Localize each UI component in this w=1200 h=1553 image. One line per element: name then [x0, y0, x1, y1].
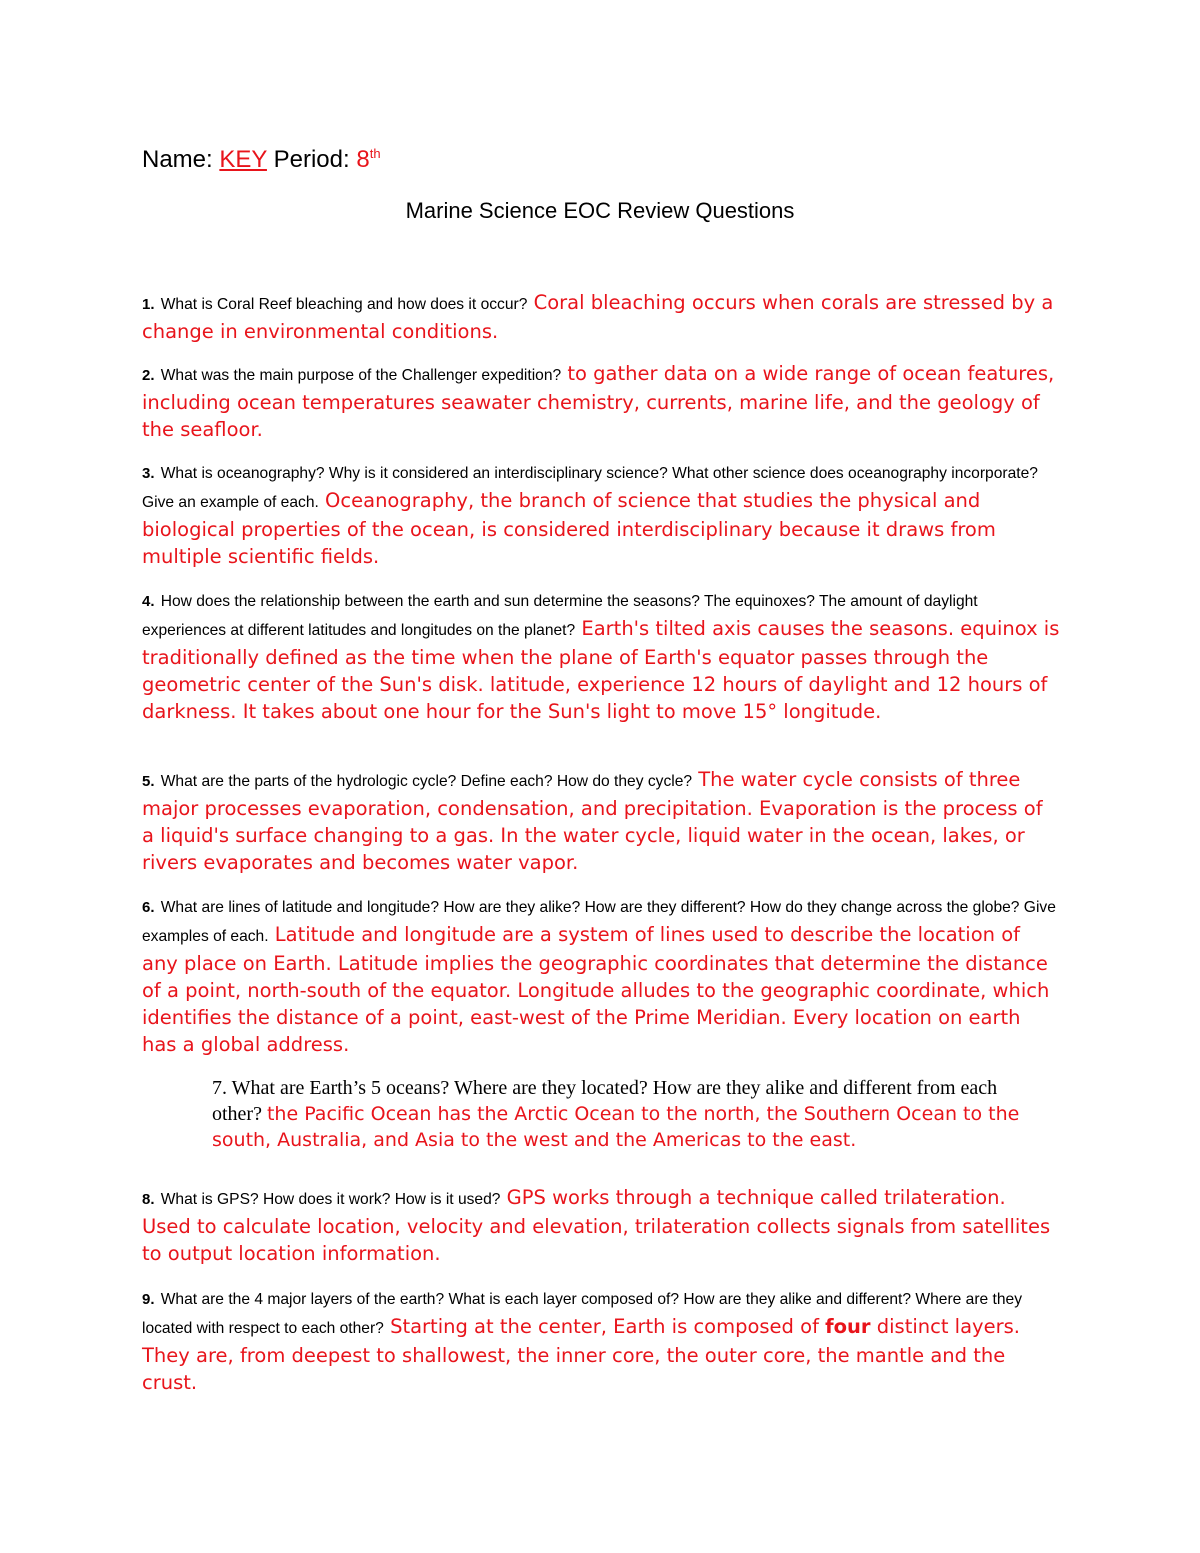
question-1: 1. What is Coral Reef bleaching and how does it occur? Coral bleaching occurs when corals are stressed by a change in environmental conditions. — [142, 291, 1054, 343]
question-text: What are Earth’s 5 oceans? Where are they located? How are they alike and different from each other? — [212, 1077, 998, 1125]
question-7: 7. What are Earth’s 5 oceans? Where are they located? How are they alike and different from each other? the Pacific Ocean has the Arctic Ocean to the north, the Southern Ocean to the south, Australia, and Asia to the west and the Americas to the east. — [212, 1077, 1020, 1151]
question-text: What is Coral Reef bleaching and how does it occur? — [160, 296, 528, 313]
answer-text: Starting at the center, Earth is composed of four distinct layers. They are, from deepest to shallowest, the inner core, the outer core, the mantle and the crust. — [142, 1315, 1020, 1394]
question-4: 4. How does the relationship between the earth and sun determine the seasons? The equinoxes? The amount of daylight experiences at different latitudes and longitudes on the planet? Earth's tilted axis causes the seasons. equinox is traditionally defined as the time when the plane of Earth's equator passes through the geometric center of the Sun's disk. latitude, experience 12 hours of daylight and 12 hours of darkness. It takes about one hour for the Sun's light to move 15° longitude. — [142, 593, 1060, 723]
answer-text: to gather data on a wide range of ocean features, including ocean temperatures seawater chemistry, currents, marine life, and the geology of the seafloor. — [142, 362, 1055, 441]
question-text: What are the 4 major layers of the earth? What is each layer composed of? How are they alike and different? Where are they located with respect to each other? — [142, 1291, 1022, 1337]
answer-text: Coral bleaching occurs when corals are stressed by a change in environmental conditions. — [142, 291, 1054, 343]
period-label: Period: — [273, 146, 350, 173]
question-8: 8. What is GPS? How does it work? How is it used? GPS works through a technique called trilateration. Used to calculate location, velocity and elevation, trilateration collects signals from satellites to output location information. — [142, 1186, 1051, 1265]
answer-text: the Pacific Ocean has the Arctic Ocean to the north, the Southern Ocean to the south, Australia, and Asia to the west and the Americas to the east. — [212, 1103, 1020, 1151]
question-text: What are the parts of the hydrologic cycle? Define each? How do they cycle? — [160, 773, 693, 790]
answer-text: Oceanography, the branch of science that studies the physical and biological properties of the ocean, is considered interdisciplinary because it draws from multiple scientific fields. — [142, 489, 996, 568]
question-text: What is oceanography? Why is it considered an interdisciplinary science? What other science does oceanography incorporate? Give an example of each. — [142, 465, 1038, 511]
question-5: 5. What are the parts of the hydrologic cycle? Define each? How do they cycle? The water cycle consists of three major processes evaporation, condensation, and precipitation. Evaporation is the process of a liquid's surface changing to a gas. In the water cycle, liquid water in the ocean, lakes, or rivers evaporates and becomes water vapor. — [142, 768, 1043, 874]
answer-text: The water cycle consists of three major processes evaporation, condensation, and precipitation. Evaporation is the process of a liquid's surface changing to a gas. In the water cycle, liquid water in the ocean, lakes, or rivers evaporates and becomes water vapor. — [142, 768, 1043, 874]
answer-text: Earth's tilted axis causes the seasons. equinox is traditionally defined as the time when the plane of Earth's equator passes through the geometric center of the Sun's disk. latitude, experience 12 hours of daylight and 12 hours of darkness. It takes about one hour for the Sun's light to move 15° longitude. — [142, 617, 1060, 723]
question-6: 6. What are lines of latitude and longitude? How are they alike? How are they different? How do they change across the globe? Give examples of each. Latitude and longitude are a system of lines used to describe the location of any place on Earth. Latitude implies the geographic coordinates that determine the distance of a point, north-south of the equator. Longitude alludes to the geographic coordinate, which identifies the distance of a point, east-west of the Prime Meridian. Every location on earth has a global address. — [142, 899, 1056, 1056]
period-value: 8th — [356, 146, 381, 173]
answer-text: GPS works through a technique called trilateration. Used to calculate location, velocity and elevation, trilateration collects signals from satellites to output location information. — [142, 1186, 1051, 1265]
question-9: 9. What are the 4 major layers of the earth? What is each layer composed of? How are they alike and different? Where are they located with respect to each other? Starting at the center, Earth is composed of four distinct layers. They are, from deepest to shallowest, the inner core, the outer core, the mantle and the crust. — [142, 1291, 1022, 1394]
question-text: How does the relationship between the earth and sun determine the seasons? The equinoxes? The amount of daylight experiences at different latitudes and longitudes on the planet? — [142, 593, 978, 639]
question-text: What are lines of latitude and longitude? How are they alike? How are they different? How do they change across the globe? Give examples of each. — [142, 899, 1056, 945]
question-2: 2. What was the main purpose of the Challenger expedition? to gather data on a wide range of ocean features, including ocean temperatures seawater chemistry, currents, marine life, and the geology of the seafloor. — [142, 362, 1055, 441]
question-3: 3. What is oceanography? Why is it considered an interdisciplinary science? What other science does oceanography incorporate? Give an example of each. Oceanography, the branch of science that studies the physical and biological properties of the ocean, is considered interdisciplinary because it draws from multiple scientific fields. — [142, 465, 1038, 568]
question-text: What was the main purpose of the Challenger expedition? — [160, 367, 562, 384]
name-value: KEY — [219, 146, 267, 173]
name-label: Name: — [142, 146, 213, 173]
answer-text: Latitude and longitude are a system of lines used to describe the location of any place on Earth. Latitude implies the geographic coordinates that determine the distance of a point, north-south of the equator. Longitude alludes to the geographic coordinate, which identifies the distance of a point, east-west of the Prime Meridian. Every location on earth has a global address. — [142, 923, 1050, 1056]
page-title: Marine Science EOC Review Questions — [405, 198, 795, 223]
name-period-line — [142, 146, 381, 174]
question-text: What is GPS? How does it work? How is it used? — [160, 1191, 501, 1208]
